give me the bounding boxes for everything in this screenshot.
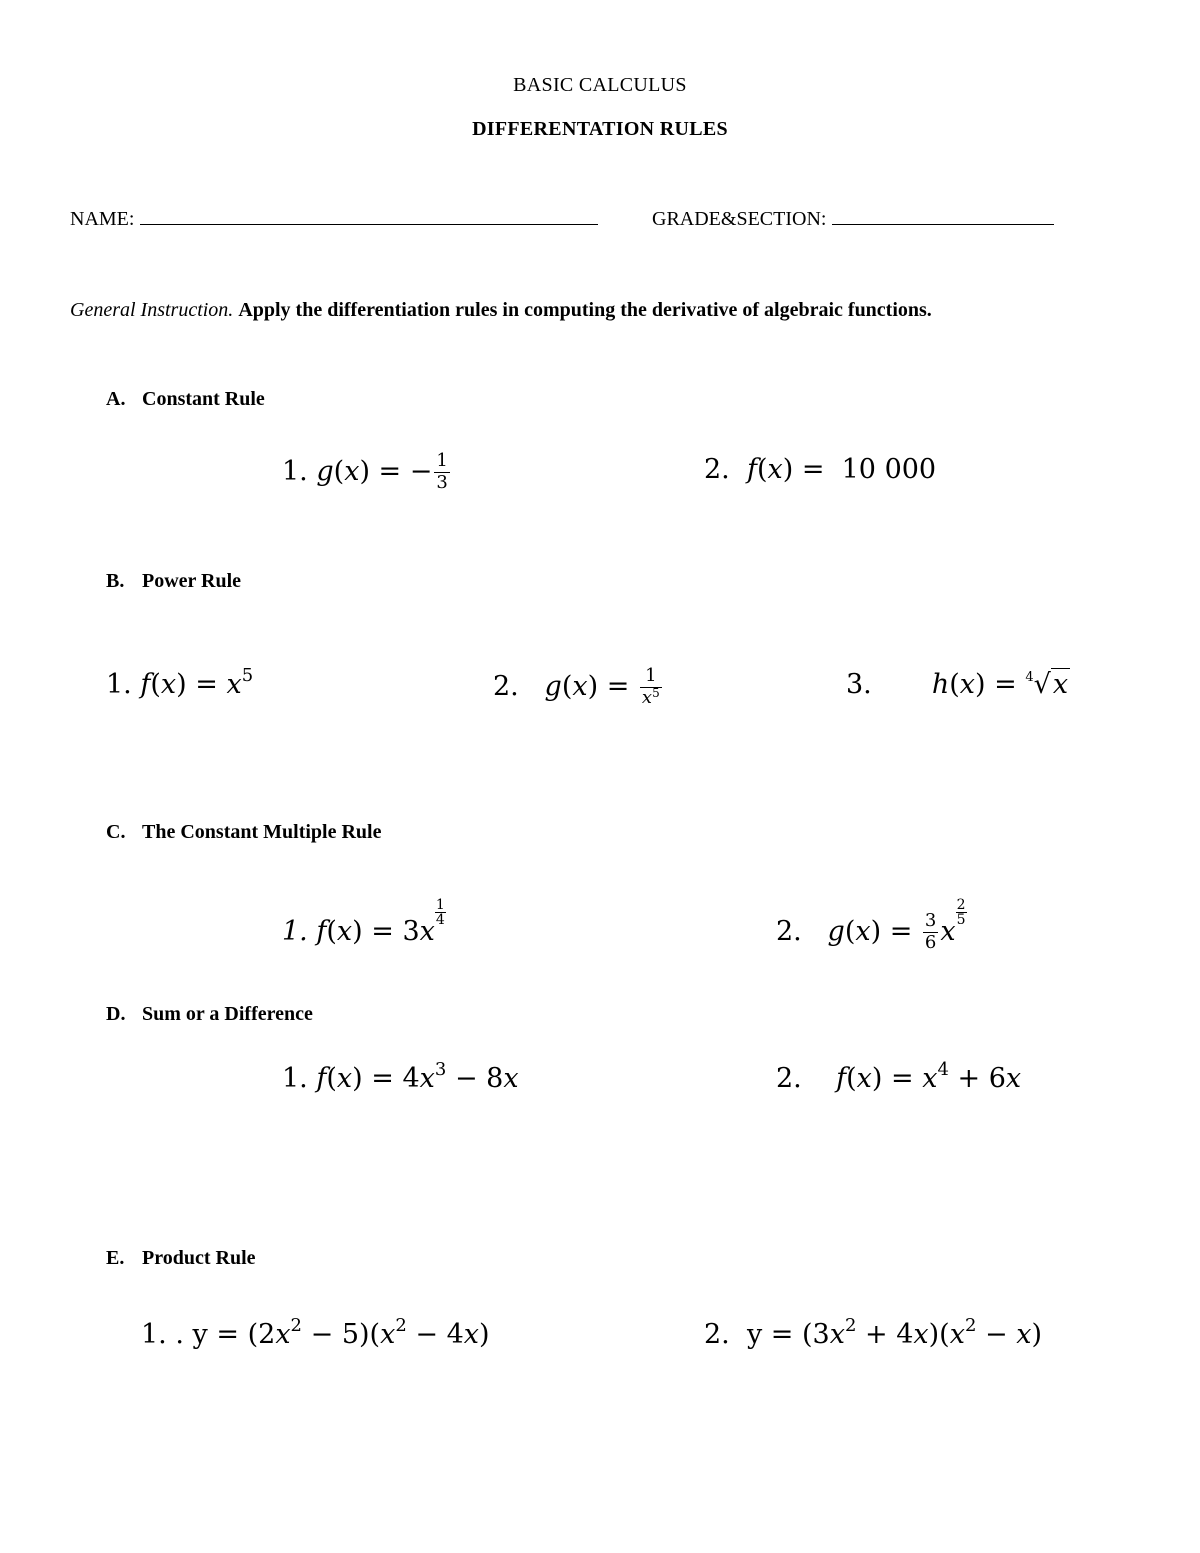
problem-a1: 1. g(x) = − $\frac{1}{3}$ <box>282 450 448 493</box>
section-c-heading <box>106 821 381 844</box>
variable: x <box>419 916 435 947</box>
problem-e2: 2. $y = (3x^2 + 4x)(x^2 - x)$ <box>704 1315 1042 1350</box>
problem-a2: 2. f(x) = 10 000 <box>704 454 937 485</box>
section-title: Constant Rule <box>142 388 265 410</box>
grade-section-field[interactable] <box>652 208 1054 231</box>
problem-number: 2. <box>704 454 730 485</box>
problem-number: 2. <box>704 1319 730 1350</box>
problem-c2: 2. g(x) = $\frac{3}{6}$ x $\frac{2}{5}$ <box>776 897 966 953</box>
problem-number: 1. <box>282 916 308 947</box>
problem-number: 1. <box>282 455 308 487</box>
section-title: Power Rule <box>142 570 242 592</box>
general-instruction <box>70 299 932 322</box>
fractional-exponent: $\frac{2}{5}$ <box>956 897 966 928</box>
fraction: $\frac{3}{6}$ <box>924 910 937 953</box>
section-b-heading <box>106 570 241 593</box>
grade-section-blank[interactable] <box>832 208 1054 225</box>
problem-d1: 1. $f(x) = 4x^3 - 8x$ <box>282 1059 519 1094</box>
fraction: $\frac{1}{x^5}$ <box>641 665 660 708</box>
section-letter: B. <box>106 570 125 592</box>
fraction: $\frac{1}{3}$ <box>436 450 448 493</box>
exponent: 4 <box>937 1059 949 1080</box>
lhs: y <box>192 1319 208 1350</box>
variable: x <box>160 669 177 700</box>
course-title: BASIC CALCULUS <box>513 74 687 96</box>
section-letter: A. <box>106 388 126 410</box>
operator: + <box>957 1063 981 1094</box>
function-name: f <box>836 1063 847 1094</box>
variable: x <box>344 455 360 487</box>
variable: x <box>226 669 242 700</box>
name-blank[interactable] <box>140 208 598 225</box>
section-e-heading <box>106 1247 256 1270</box>
problem-number: 2. <box>776 1063 802 1094</box>
section-title: The Constant Multiple Rule <box>142 821 382 843</box>
sign: − <box>409 455 433 487</box>
variable: x <box>856 1063 872 1094</box>
section-title: Product Rule <box>142 1247 256 1269</box>
variable: x <box>336 1063 353 1094</box>
variable: x <box>336 916 353 947</box>
grade-section-label: GRADE&SECTION: <box>652 208 827 230</box>
section-d-heading <box>106 1003 313 1026</box>
name-field[interactable] <box>70 208 598 231</box>
variable: x <box>572 670 588 702</box>
lhs: y <box>746 1319 763 1350</box>
function-name: g <box>316 455 334 487</box>
problem-c1: 1. f(x) = 3x $\frac{1}{4}$ <box>282 897 445 947</box>
coefficient: 3 <box>402 916 420 947</box>
instruction-lead: General Instruction. <box>70 299 234 321</box>
section-letter: E. <box>106 1247 125 1269</box>
function-name: g <box>827 916 845 947</box>
variable: x <box>959 669 976 700</box>
function-name: f <box>316 1063 327 1094</box>
section-letter: C. <box>106 821 126 843</box>
problem-number: 2. <box>776 916 802 947</box>
function-name: f <box>316 916 327 947</box>
variable: x <box>855 916 871 947</box>
name-label: NAME: <box>70 208 135 230</box>
problem-number: 1. <box>282 1063 308 1094</box>
constant-value: 10 000 <box>841 454 937 485</box>
root-index: 4 <box>1025 670 1034 685</box>
problem-b1: 1. $f(x) = x^5$ <box>106 665 254 700</box>
function-name: g <box>544 670 562 702</box>
function-name: h <box>931 669 950 700</box>
function-name: f <box>746 454 757 485</box>
variable: x <box>1052 669 1069 700</box>
section-a-heading <box>106 388 265 411</box>
fractional-exponent: $\frac{1}{4}$ <box>435 897 445 928</box>
section-title: Sum or a Difference <box>142 1003 313 1025</box>
variable: x <box>940 916 956 947</box>
problem-number: 3. <box>846 669 872 700</box>
problem-number: 2. <box>493 670 519 702</box>
problem-number: 1. <box>106 669 132 700</box>
exponent: 5 <box>241 665 254 686</box>
section-letter: D. <box>106 1003 126 1025</box>
topic-title: DIFFERENTATION RULES <box>472 118 728 140</box>
problem-b3: 3. h(x) = $^4$√x <box>846 669 1069 700</box>
function-name: f <box>140 669 151 700</box>
variable: x <box>767 454 783 485</box>
problem-number: 1. . <box>141 1319 184 1350</box>
exponent: 3 <box>434 1059 447 1080</box>
operator: − <box>454 1063 478 1094</box>
instruction-text: Apply the differentiation rules in computing the derivative of algebraic functions. <box>238 299 932 321</box>
problem-b2: 2. g(x) = $\frac{1}{x^5}$ <box>493 665 660 708</box>
problem-d2: 2. $f(x) = x^4 + 6x$ <box>776 1059 1022 1094</box>
problem-e1: 1. . $y = (2x^2 - 5)(x^2 - 4x)$ <box>141 1315 490 1350</box>
